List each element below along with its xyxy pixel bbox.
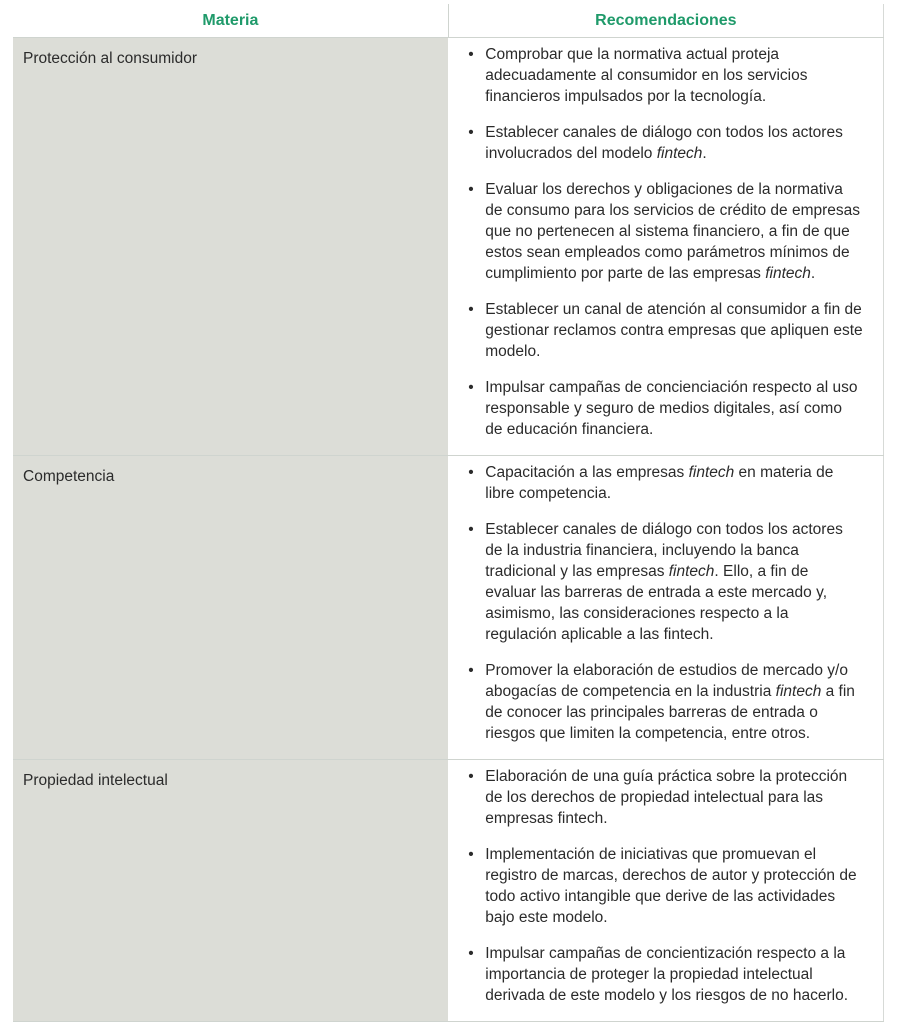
recommendation-item: • Establecer un canal de atención al consumidor a fin de gestionar reclamos contra empresas que apliquen este modelo. xyxy=(468,299,863,362)
recommendation-item: • Establecer canales de diálogo con todos los actores de la industria financiera, incluyendo la banca tradicional y las empresas fintech. Ello, a fin de evaluar las barreras de entrada a este mercado y, asimismo, las consideraciones respecto a la regulación aplicable a las fintech. xyxy=(468,519,863,645)
table-row xyxy=(13,38,884,456)
recommendation-list xyxy=(468,766,863,1006)
header-recommendations: Recomendaciones xyxy=(448,4,883,38)
row-topic: Competencia xyxy=(13,456,448,760)
row-topic: Protección al consumidor xyxy=(13,38,448,456)
recommendation-item: • Capacitación a las empresas fintech en materia de libre competencia. xyxy=(468,462,863,504)
recommendation-item: • Implementación de iniciativas que promuevan el registro de marcas, derechos de autor y protección de todo activo intangible que derive de las actividades bajo este modelo. xyxy=(468,844,863,928)
recommendations-table xyxy=(13,4,884,1022)
table-row xyxy=(13,760,884,1022)
recommendation-item: • Comprobar que la normativa actual proteja adecuadamente al consumidor en los servicios financieros impulsados por la tecnología. xyxy=(468,44,863,107)
recommendation-item: • Elaboración de una guía práctica sobre la protección de los derechos de propiedad intelectual para las empresas fintech. xyxy=(468,766,863,829)
row-recommendations xyxy=(448,760,883,1022)
table-body xyxy=(13,38,884,1022)
header-row xyxy=(13,4,884,38)
row-recommendations xyxy=(448,38,883,456)
recommendation-item: • Establecer canales de diálogo con todos los actores involucrados del modelo fintech. xyxy=(468,122,863,164)
recommendation-item: • Evaluar los derechos y obligaciones de la normativa de consumo para los servicios de crédito de empresas que no pertenecen al sistema financiero, a fin de que estos sean empleados como parámetros mínimos de cumplimiento por parte de las empresas fintech. xyxy=(468,179,863,284)
row-recommendations xyxy=(448,456,883,760)
table-row xyxy=(13,456,884,760)
recommendation-list xyxy=(468,462,863,744)
recommendation-item: • Impulsar campañas de concienciación respecto al uso responsable y seguro de medios digitales, así como de educación financiera. xyxy=(468,377,863,440)
header-topic: Materia xyxy=(13,4,448,38)
recommendation-list xyxy=(468,44,863,440)
recommendation-item: • Promover la elaboración de estudios de mercado y/o abogacías de competencia en la industria fintech a fin de conocer las principales barreras de entrada o riesgos que limiten la competencia, entre otros. xyxy=(468,660,863,744)
recommendation-item: • Impulsar campañas de concientización respecto a la importancia de proteger la propiedad intelectual derivada de este modelo y los riesgos de no hacerlo. xyxy=(468,943,863,1006)
row-topic: Propiedad intelectual xyxy=(13,760,448,1022)
